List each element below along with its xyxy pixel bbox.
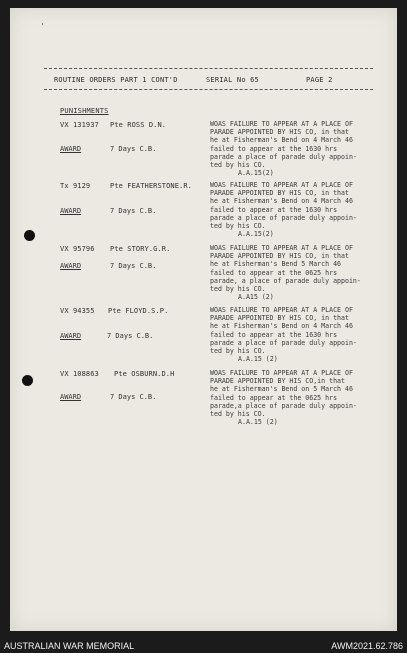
soldier-name: Pte FLOYD.S.P.: [108, 307, 169, 315]
soldier-name: Pte OSBURN.D.H: [114, 370, 175, 378]
punch-hole-icon: [22, 375, 33, 386]
section-title: PUNISHMENTS: [60, 107, 109, 115]
army-act-reference: A.A.15(2): [238, 169, 274, 178]
punishment: 7 Days C.B.: [110, 207, 157, 215]
offence-text: WOAS FAILURE TO APPEAR AT A PLACE OF PARADE APPOINTED BY HIS CO, in that he at Fisherman's Bend on 4 March 46 failed to appear at the 1630 hrs parade a place of parade duly appoin- ted by his CO. A.A.15 (2): [210, 306, 390, 363]
document-page: [10, 8, 397, 631]
header-title: ROUTINE ORDERS PART 1 CONT'D: [54, 76, 178, 84]
offence-text: WOAS FAILURE TO APPEAR AT A PLACE OF PARADE APPOINTED BY HIS CO, in that he at Fisherman's Bend on 4 March 46 failed to appear at the 1630 hrs parade a place of parade duly appoin- ted by his CO. A.A.15(2): [210, 181, 390, 238]
award-label: AWARD: [60, 207, 82, 215]
offence-text: WOAS FAILURE TO APPEAR AT A PLACE OF PARADE APPOINTED BY HIS CO, in that he at Fisherman's Bend 5 March 46 failed to appear at the 0625 hrs parade, a place of parade duly appoin- ted by his CO. A.A15 (2): [210, 244, 390, 301]
award-label: AWARD: [60, 262, 82, 270]
soldier-name: Pte FEATHERSTONE.R.: [110, 182, 192, 190]
soldier-name: Pte STORY.G.R.: [110, 245, 171, 253]
award-label: AWARD: [60, 332, 82, 340]
service-number: VX 95796: [60, 245, 95, 253]
header-rule-top: [44, 68, 373, 69]
corner-mark: ': [40, 22, 45, 31]
header-page: PAGE 2: [306, 76, 333, 84]
footer-bar: [0, 639, 407, 653]
service-number: VX 131937: [60, 121, 99, 129]
institution-name: AUSTRALIAN WAR MEMORIAL: [4, 641, 135, 651]
offence-text: WOAS FAILURE TO APPEAR AT A PLACE OF PARADE APPOINTED BY HIS CO, in that he at Fisherman's Bend on 4 March 46 failed to appear at the 1630 hrs parade a place of parade duly appoin- ted by his CO. A.A.15(2): [210, 120, 390, 177]
service-number: VX 94355: [60, 307, 95, 315]
award-label: AWARD: [60, 393, 82, 401]
army-act-reference: A.A.15 (2): [238, 418, 278, 427]
punishment: 7 Days C.B.: [110, 145, 157, 153]
service-number: Tx 9129: [60, 182, 91, 190]
army-act-reference: A.A15 (2): [238, 293, 274, 302]
soldier-name: Pte ROSS D.N.: [110, 121, 167, 129]
army-act-reference: A.A.15(2): [238, 230, 274, 239]
punishment: 7 Days C.B.: [107, 332, 154, 340]
army-act-reference: A.A.15 (2): [238, 355, 278, 364]
award-label: AWARD: [60, 145, 82, 153]
header-rule-bottom: [44, 89, 373, 90]
service-number: VX 108863: [60, 370, 99, 378]
header-serial: SERIAL No 65: [206, 76, 259, 84]
punch-hole-icon: [24, 230, 35, 241]
offence-text: WOAS FAILURE TO APPEAR AT A PLACE OF PARADE APPOINTED BY HIS CO,in that he at Fisherman's Bend on 5 March 46 failed to appear at the 0625 hrs parade,a place of parade duly appoin- ted by his CO. A.A.15 (2): [210, 369, 390, 426]
punishment: 7 Days C.B.: [110, 393, 157, 401]
catalogue-id: AWM2021.62.786: [331, 641, 403, 651]
punishment: 7 Days C.B.: [110, 262, 157, 270]
